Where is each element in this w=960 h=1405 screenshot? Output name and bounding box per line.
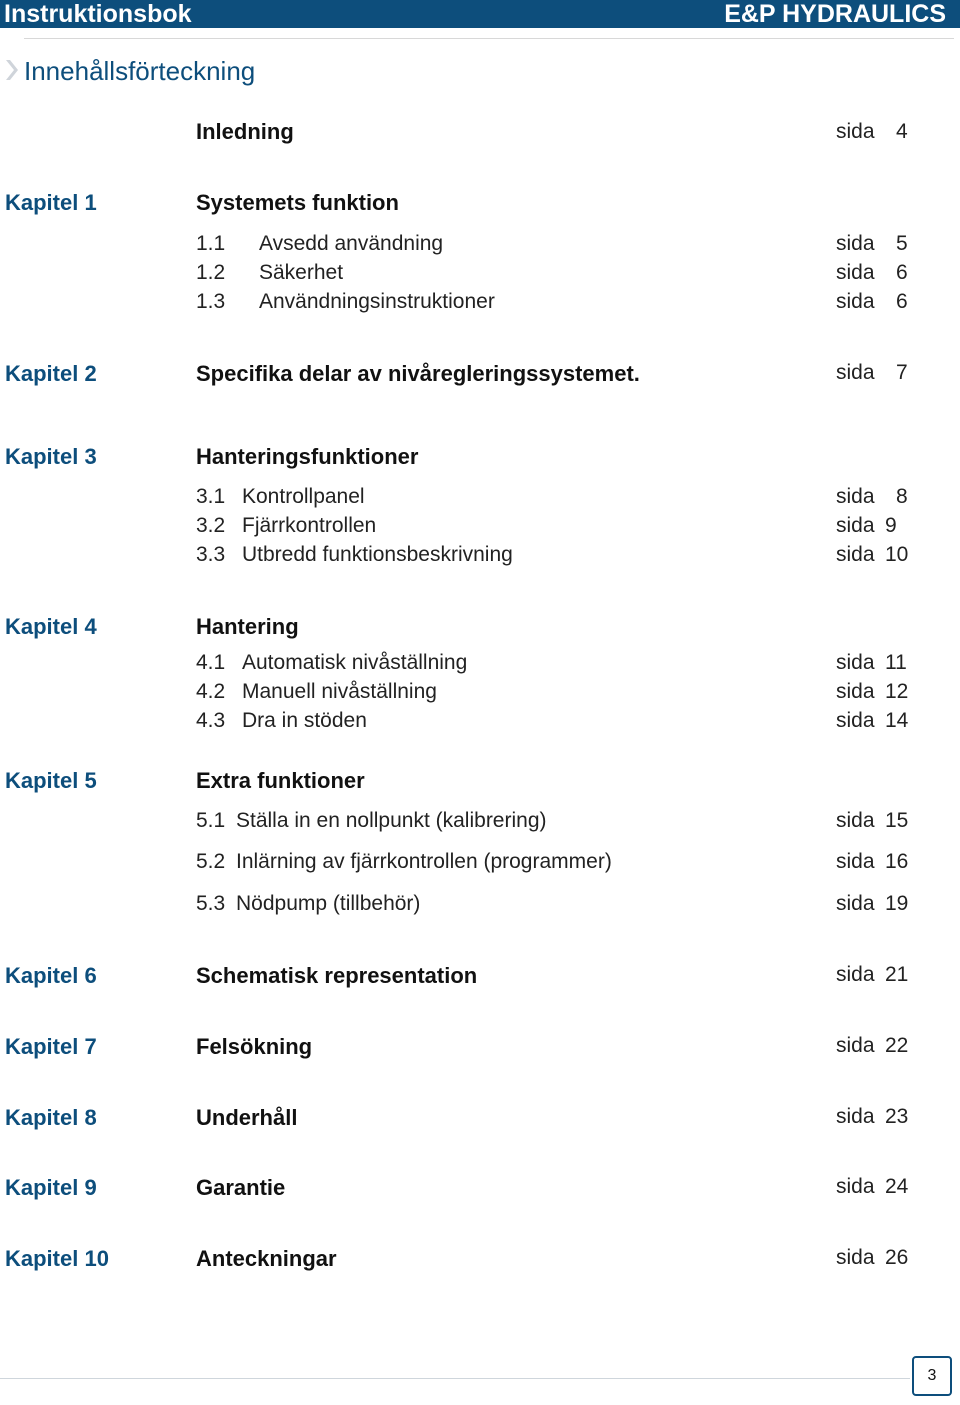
section-title: Fjärrkontrollen <box>242 514 377 537</box>
page-label: sida <box>836 680 875 703</box>
section-number: 3.1 <box>196 485 226 508</box>
page-number: 8 <box>896 485 908 508</box>
page-number: 10 <box>885 543 909 566</box>
page-number: 4 <box>896 120 908 143</box>
page-number: 7 <box>896 361 908 384</box>
section-divider <box>24 38 954 39</box>
page-label: sida <box>836 543 875 566</box>
section-title: Säkerhet <box>259 261 344 284</box>
page-label: sida <box>836 850 875 873</box>
section-number: 5.1 <box>196 809 226 832</box>
section-number: 5.2 <box>196 850 226 873</box>
chapter-title: Anteckningar <box>196 1246 337 1271</box>
chapter-label: Kapitel 8 <box>5 1105 97 1130</box>
page-label: sida <box>836 361 875 384</box>
section-number: 3.2 <box>196 514 226 537</box>
chapter-title: Hantering <box>196 614 299 639</box>
chevron-right-icon <box>4 58 20 82</box>
page-label: sida <box>836 290 875 313</box>
page-label: sida <box>836 261 875 284</box>
brand-name: E&P HYDRAULICS <box>724 0 946 28</box>
page-number: 9 <box>885 514 897 537</box>
chapter-label: Kapitel 4 <box>5 614 97 639</box>
chapter-title: Systemets funktion <box>196 190 399 215</box>
page-label: sida <box>836 485 875 508</box>
section-title: Ställa in en nollpunkt (kalibrering) <box>236 809 547 832</box>
page-number: 23 <box>885 1105 909 1128</box>
chapter-title: Extra funktioner <box>196 768 365 793</box>
section-number: 3.3 <box>196 543 226 566</box>
page-number-badge: 3 <box>912 1356 952 1396</box>
page-label: sida <box>836 1034 875 1057</box>
chapter-label: Kapitel 9 <box>5 1175 97 1200</box>
page-number: 12 <box>885 680 909 703</box>
chapter-title: Underhåll <box>196 1105 298 1130</box>
footer-divider <box>0 1378 910 1379</box>
chapter-label: Kapitel 10 <box>5 1246 109 1271</box>
page-number: 26 <box>885 1246 909 1269</box>
page-number: 15 <box>885 809 909 832</box>
section-number: 4.2 <box>196 680 226 703</box>
page-label: sida <box>836 809 875 832</box>
toc-title: Innehållsförteckning <box>24 56 256 86</box>
section-number: 4.1 <box>196 651 226 674</box>
page-label: sida <box>836 1105 875 1128</box>
page-number: 21 <box>885 963 909 986</box>
page-label: sida <box>836 892 875 915</box>
document-title: Instruktionsbok <box>4 0 192 28</box>
chapter-title: Hanteringsfunktioner <box>196 444 419 469</box>
section-title: Nödpump (tillbehör) <box>236 892 421 915</box>
section-number: 1.3 <box>196 290 226 313</box>
page-label: sida <box>836 709 875 732</box>
section-title: Inlärning av fjärrkontrollen (programmer) <box>236 850 612 873</box>
page-label: sida <box>836 120 875 143</box>
section-number: 1.1 <box>196 232 226 255</box>
toc-entry-intro: Inledning <box>196 119 294 144</box>
chapter-title: Schematisk representation <box>196 963 478 988</box>
page-label: sida <box>836 963 875 986</box>
page-label: sida <box>836 651 875 674</box>
section-number: 5.3 <box>196 892 226 915</box>
chapter-title: Garantie <box>196 1175 286 1200</box>
section-title: Dra in stöden <box>242 709 367 732</box>
chapter-label: Kapitel 6 <box>5 963 97 988</box>
page-number: 16 <box>885 850 909 873</box>
page-number: 14 <box>885 709 909 732</box>
chapter-label: Kapitel 1 <box>5 190 97 215</box>
chapter-title: Specifika delar av nivåregleringssystemet. <box>196 361 640 386</box>
section-title: Automatisk nivåställning <box>242 651 468 674</box>
page-label: sida <box>836 1175 875 1198</box>
page-label: sida <box>836 514 875 537</box>
chapter-title: Felsökning <box>196 1034 313 1059</box>
page-label: sida <box>836 232 875 255</box>
section-title: Utbredd funktionsbeskrivning <box>242 543 513 566</box>
header-bar <box>0 0 960 28</box>
page-number: 22 <box>885 1034 909 1057</box>
chapter-label: Kapitel 5 <box>5 768 97 793</box>
page-number: 6 <box>896 290 908 313</box>
chapter-label: Kapitel 7 <box>5 1034 97 1059</box>
section-title: Användningsinstruktioner <box>259 290 495 313</box>
page-number: 19 <box>885 892 909 915</box>
page-number: 24 <box>885 1175 909 1198</box>
page-label: sida <box>836 1246 875 1269</box>
chapter-label: Kapitel 2 <box>5 361 97 386</box>
chapter-label: Kapitel 3 <box>5 444 97 469</box>
section-title: Manuell nivåställning <box>242 680 437 703</box>
section-number: 4.3 <box>196 709 226 732</box>
section-title: Avsedd användning <box>259 232 444 255</box>
page-number: 11 <box>885 651 907 674</box>
page-number: 6 <box>896 261 908 284</box>
section-title: Kontrollpanel <box>242 485 365 508</box>
page-number: 5 <box>896 232 908 255</box>
section-number: 1.2 <box>196 261 226 284</box>
